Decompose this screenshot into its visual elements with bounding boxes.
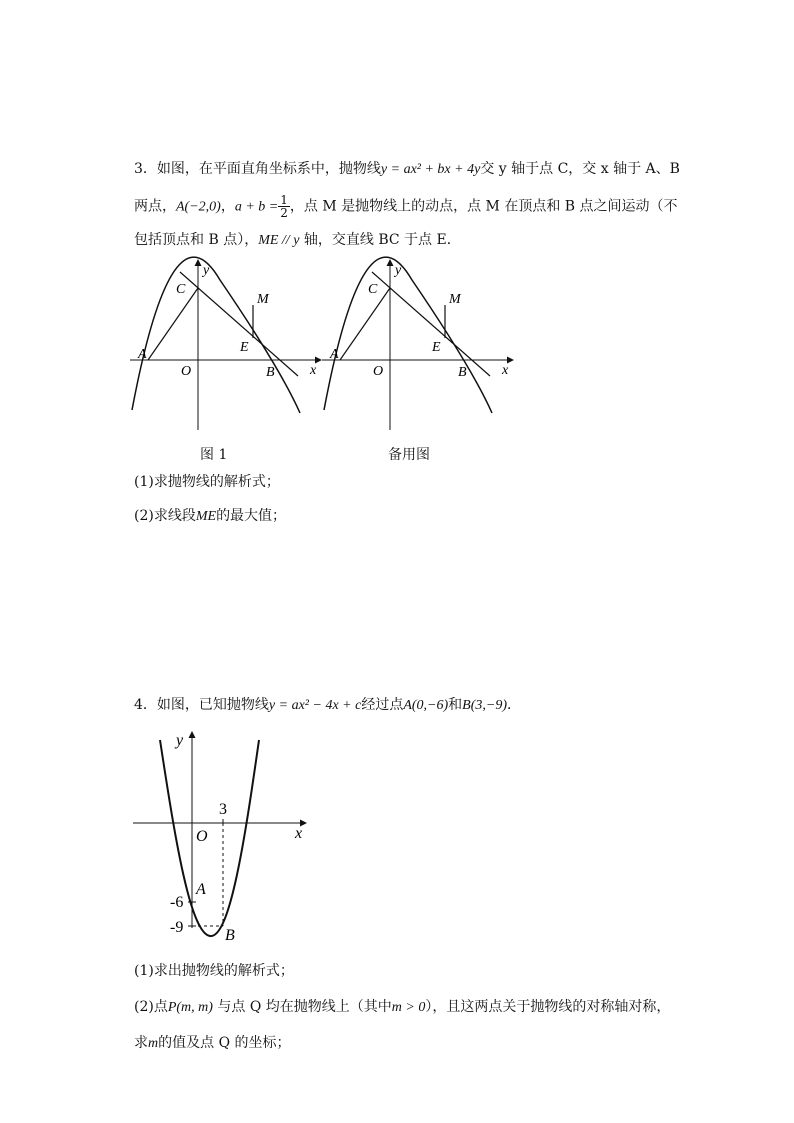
label-y: y <box>176 732 184 749</box>
label-o: O <box>181 364 192 379</box>
q3-text: 的最大值； <box>216 508 287 524</box>
label-e: E <box>240 340 249 355</box>
q4-text: ． <box>506 697 521 713</box>
q3-text: ，点 M 是抛物线上的动点，点 M 在顶点和 B 点之间运动（不 <box>289 198 678 215</box>
q3-text: 交 y 轴于点 C，交 x 轴于 A、B <box>480 161 680 177</box>
label-o: O <box>373 364 384 379</box>
label-b: B <box>458 365 467 380</box>
q3-sub-2 <box>134 506 286 527</box>
parabola <box>324 257 492 413</box>
label-b: B <box>225 927 235 944</box>
q3-text: 包括顶点和 B 点）， <box>134 232 259 248</box>
caption-figure-1: 图 1 <box>200 447 228 463</box>
label-x: x <box>502 363 509 378</box>
q4-figure <box>130 728 310 943</box>
point-a-coord: A(0,−6) <box>403 698 449 713</box>
q4-text: 的值及点 Q 的坐标； <box>158 1035 291 1051</box>
q3-text: (2)求线段 <box>134 508 196 524</box>
label-a: A <box>330 347 339 362</box>
q4-text: (2)点 <box>134 999 168 1015</box>
label-m: M <box>449 292 461 307</box>
q4-sub-2 <box>134 997 670 1018</box>
label-neg6: -6 <box>170 894 184 911</box>
q4-text: 与点 Q 均在抛物线上（其中 <box>212 999 392 1015</box>
q3-figure-1 <box>130 258 320 433</box>
q3-line-2 <box>134 194 678 219</box>
label-neg9: -9 <box>170 919 184 936</box>
label-y: y <box>203 263 210 278</box>
label-3: 3 <box>219 801 227 818</box>
q4-text: 4．如图，已知抛物线 <box>134 697 269 713</box>
y-axis-arrow-icon <box>195 259 202 266</box>
label-a: A <box>138 347 147 362</box>
q3-text: 两点， <box>134 198 176 215</box>
me-parallel: ME // y <box>258 233 300 248</box>
point-a-coord: A(−2,0) <box>176 199 221 215</box>
label-x: x <box>295 825 303 842</box>
label-c: C <box>368 282 378 297</box>
frac-den: 2 <box>280 206 288 220</box>
frac-num: 1 <box>280 193 288 207</box>
line-ac <box>340 288 390 360</box>
y-axis-arrow-icon <box>189 731 196 738</box>
q4-text: ），且这两点关于抛物线的对称轴对称， <box>425 999 671 1015</box>
label-e: E <box>432 340 441 355</box>
caption-spare-figure: 备用图 <box>388 447 430 463</box>
q4-equation: y = ax² − 4x + c <box>268 698 362 713</box>
q4-text: 和 <box>448 697 463 713</box>
m-condition: m > 0 <box>391 1000 426 1015</box>
q4-text: 经过点 <box>361 697 404 713</box>
point-b-coord: B(3,−9) <box>462 698 507 713</box>
q4-sub-1: (1)求出抛物线的解析式； <box>134 963 294 979</box>
q3-sub-1: (1)求抛物线的解析式； <box>134 474 280 490</box>
segment-me-name: ME <box>195 509 217 524</box>
label-a: A <box>196 881 206 898</box>
q4-line-1 <box>134 695 521 716</box>
label-m: M <box>257 292 269 307</box>
label-c: C <box>176 282 186 297</box>
point-p-coord: P(m, m) <box>167 1000 213 1015</box>
q3-text: 轴，交直线 BC 于点 E． <box>299 232 461 248</box>
label-x: x <box>310 363 317 378</box>
q3-text: 3．如图，在平面直角坐标系中，抛物线 <box>134 161 381 177</box>
q4-line-last <box>134 1033 291 1054</box>
label-y: y <box>395 263 402 278</box>
q3-text: ， <box>220 198 235 215</box>
parabola <box>132 257 300 413</box>
line-ac <box>148 288 198 360</box>
q3-equation: y = ax² + bx + 4y <box>380 162 481 177</box>
ab-sum: a + b = <box>234 199 279 215</box>
q3-line-3 <box>134 230 461 251</box>
label-o: O <box>196 828 208 845</box>
q3-figure-spare <box>322 258 512 433</box>
fraction-half <box>278 194 290 219</box>
label-b: B <box>266 365 275 380</box>
y-axis-arrow-icon <box>387 259 394 266</box>
q3-line-1 <box>134 159 680 180</box>
m-variable: m <box>148 1036 159 1051</box>
q4-text: 求 <box>134 1035 148 1051</box>
